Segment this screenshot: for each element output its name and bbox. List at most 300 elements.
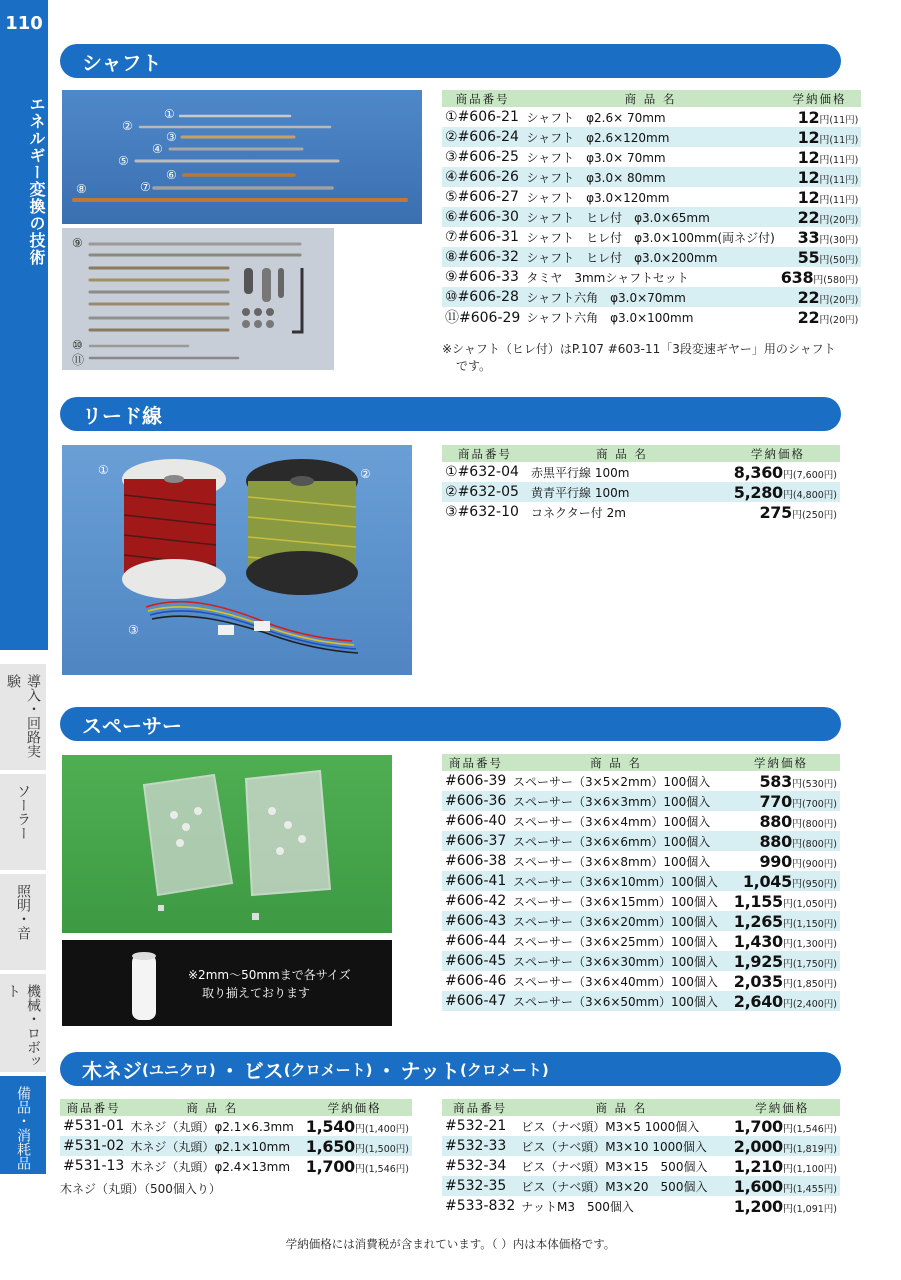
table-row [442, 462, 840, 482]
item-number: ⑧ [445, 249, 458, 265]
table-row [442, 287, 861, 307]
shaft-photo-label: ② [122, 119, 133, 133]
product-code-cell [442, 791, 510, 811]
product-code: #606-30 [457, 209, 519, 225]
item-number: ③ [445, 504, 458, 520]
table-row [442, 831, 840, 851]
price-base: (7,600円) [792, 469, 837, 481]
price-cell [778, 207, 862, 227]
price-cell [716, 502, 840, 522]
col-name: 商 品 名 [523, 90, 777, 107]
price-base: (1,750円) [792, 958, 837, 970]
product-code-cell [60, 1156, 127, 1176]
product-name: 木ネジ（丸頭）φ2.1×6.3mm [130, 1119, 294, 1134]
product-code: #533-832 [445, 1198, 516, 1214]
product-name: スペーサー（3×6×30mm）100個入 [510, 951, 722, 971]
tab-solar[interactable] [0, 772, 46, 870]
price-value: 1,265 [733, 911, 783, 931]
tab-machine-label: 機械・ロボット [5, 984, 41, 1068]
table-row [442, 207, 861, 227]
product-code: #606-45 [445, 953, 507, 969]
price-base: (11円) [829, 154, 859, 166]
product-name: 赤黒平行線 100m [531, 465, 630, 480]
price-base: (1,091円) [792, 1203, 837, 1215]
table-row [442, 247, 861, 267]
price-value: 33 [797, 227, 820, 247]
spacer-caption-line2: 取り揃えております [202, 986, 311, 1000]
price-cell [725, 1156, 840, 1176]
price-value: 12 [797, 147, 820, 167]
product-name: シャフト ヒレ付 φ3.0×200mm [523, 247, 777, 267]
section-title-lead: リード線 [82, 403, 162, 428]
shaft-photo-label: ④ [152, 142, 163, 156]
col-name: 商 品 名 [127, 1099, 297, 1116]
price-value: 1,210 [733, 1156, 783, 1176]
price-cell [297, 1156, 412, 1176]
item-number: ⑥ [445, 209, 458, 225]
price-base: (1,300円) [792, 938, 837, 950]
wood-screw-price-table [60, 1099, 412, 1176]
product-name: ビス（ナベ頭）M3×15 500個入 [521, 1159, 708, 1174]
price-base: (800円) [801, 818, 837, 830]
shaft-photo-label: ⑨ [72, 236, 83, 250]
product-code-cell [442, 1116, 518, 1136]
shaft-photo-top [62, 90, 422, 224]
shaft-photo-label: ⑩ [72, 338, 83, 352]
screw-title-bis-sub: (クロメート) [283, 1060, 373, 1079]
product-code-cell [442, 1156, 518, 1176]
item-number: ⑪ [445, 310, 459, 326]
product-code-cell [442, 207, 523, 227]
price-value: 880 [759, 831, 792, 851]
tab-supplies-label: 備品・消耗品 [15, 1086, 31, 1170]
item-number: ⑨ [445, 269, 458, 285]
screw-title-sep: ・ [219, 1058, 240, 1083]
chapter-label: エネルギー変換の技術 [27, 96, 46, 266]
tab-lighting[interactable] [0, 872, 46, 970]
product-code-cell [442, 1196, 518, 1216]
section-title-spacer: スペーサー [82, 713, 182, 738]
price-value: 638 [780, 267, 814, 287]
shaft-note-line1: ※シャフト（ヒレ付）はP.107 #603-11「3段変速ギヤー」用のシャフト [442, 342, 836, 356]
price-yen: 円 [782, 918, 793, 930]
product-name: スペーサー（3×6×3mm）100個入 [510, 791, 722, 811]
price-base: (1,150円) [792, 918, 837, 930]
footer-note: 学納価格には消費税が含まれています。（ ）内は本体価格です。 [285, 1237, 616, 1251]
screw-title-wood: 木ネジ [82, 1058, 142, 1083]
shaft-photo-label: ⑤ [118, 154, 129, 168]
price-cell [725, 1116, 840, 1136]
price-base: (1,819円) [792, 1143, 837, 1155]
table-row [442, 107, 861, 127]
product-code: #606-32 [457, 249, 519, 265]
price-base: (530円) [801, 778, 837, 790]
col-price: 学納価格 [778, 90, 862, 107]
item-number: ③ [445, 149, 458, 165]
price-yen: 円 [354, 1143, 365, 1155]
lead-photo-label: ② [360, 467, 371, 481]
price-yen: 円 [782, 1143, 793, 1155]
price-value: 990 [759, 851, 792, 871]
product-name: ナットM3 500個入 [521, 1199, 634, 1214]
col-code: 商品番号 [442, 90, 523, 107]
product-name: シャフト φ3.0× 70mm [526, 150, 666, 165]
price-value: 1,925 [733, 951, 783, 971]
price-yen: 円 [819, 154, 830, 166]
shaft-photo-set [62, 228, 334, 370]
price-value: 770 [759, 791, 792, 811]
product-code-cell [442, 891, 510, 911]
table-row [60, 1136, 412, 1156]
product-code-cell [442, 831, 510, 851]
table-row [442, 891, 840, 911]
tab-supplies[interactable] [0, 1074, 46, 1174]
product-code: #532-34 [445, 1158, 507, 1174]
price-yen: 円 [819, 254, 830, 266]
price-cell [722, 991, 840, 1011]
col-price: 学納価格 [716, 445, 840, 462]
price-cell [778, 307, 862, 327]
price-value: 1,045 [742, 871, 792, 891]
price-cell [778, 247, 862, 267]
screw-title-nut-sub: (クロメート) [460, 1060, 549, 1079]
product-code: #606-38 [445, 853, 507, 869]
price-yen: 円 [819, 114, 830, 126]
product-code-cell [442, 167, 523, 187]
col-code: 商品番号 [442, 1099, 518, 1116]
col-code: 商品番号 [60, 1099, 127, 1116]
price-base: (1,546円) [364, 1163, 409, 1175]
price-yen: 円 [354, 1123, 365, 1135]
product-code-cell [442, 187, 523, 207]
col-code: 商品番号 [442, 754, 510, 771]
price-yen: 円 [819, 214, 830, 226]
price-yen: 円 [813, 274, 824, 286]
product-code-cell [442, 462, 528, 482]
price-yen: 円 [791, 838, 802, 850]
col-price: 学納価格 [297, 1099, 412, 1116]
product-code: #606-40 [445, 813, 507, 829]
lead-photo [62, 445, 412, 675]
price-cell [722, 771, 840, 791]
tab-intro[interactable] [0, 662, 46, 770]
price-base: (1,100円) [792, 1163, 837, 1175]
product-name: スペーサー（3×6×6mm）100個入 [510, 831, 722, 851]
price-cell [722, 971, 840, 991]
price-yen: 円 [782, 1183, 793, 1195]
tab-lighting-label: 照明・音 [15, 884, 31, 940]
table-row [442, 1176, 840, 1196]
price-yen: 円 [791, 509, 802, 521]
item-number: ① [445, 109, 458, 125]
table-row [442, 1116, 840, 1136]
table-row [60, 1116, 412, 1136]
price-yen: 円 [782, 898, 793, 910]
product-name: スペーサー（3×5×2mm）100個入 [513, 774, 711, 789]
price-base: (900円) [801, 858, 837, 870]
product-code: #606-39 [445, 773, 507, 789]
price-cell [297, 1116, 412, 1136]
screw-title-wood-sub: (ユニクロ) [142, 1060, 216, 1079]
price-cell [722, 931, 840, 951]
price-yen: 円 [782, 978, 793, 990]
product-name: シャフト φ2.6×120mm [523, 127, 777, 147]
price-base: (20円) [829, 314, 859, 326]
product-name: スペーサー（3×6×20mm）100個入 [510, 911, 722, 931]
product-code-cell [442, 951, 510, 971]
price-cell [716, 462, 840, 482]
product-code: #606-46 [445, 973, 507, 989]
lead-price-table [442, 445, 840, 522]
product-code: #606-25 [457, 149, 519, 165]
price-base: (1,050円) [792, 898, 837, 910]
product-code-cell [442, 911, 510, 931]
spacer-photo [62, 755, 392, 933]
price-value: 1,430 [733, 931, 783, 951]
price-base: (1,455円) [792, 1183, 837, 1195]
price-base: (580円) [823, 274, 859, 286]
table-row [442, 502, 840, 522]
lead-photo-label: ③ [128, 623, 139, 637]
product-code-cell [442, 771, 510, 791]
price-yen: 円 [782, 1203, 793, 1215]
product-code: #606-36 [445, 793, 507, 809]
spacer-caption-line1: ※2mm〜50mmまで各サイズ [188, 968, 351, 982]
price-cell [778, 107, 862, 127]
price-base: (11円) [829, 114, 859, 126]
price-base: (1,546円) [792, 1123, 837, 1135]
table-row [442, 307, 861, 327]
product-code: #606-44 [445, 933, 507, 949]
product-code: #606-41 [445, 873, 507, 889]
product-code-cell [60, 1116, 127, 1136]
price-base: (950円) [801, 878, 837, 890]
col-name: 商 品 名 [510, 754, 722, 771]
product-name: シャフト φ3.0×120mm [526, 190, 670, 205]
product-code: #531-13 [63, 1158, 125, 1174]
product-code: #606-27 [457, 189, 519, 205]
table-row [60, 1156, 412, 1176]
price-cell [722, 951, 840, 971]
col-price: 学納価格 [725, 1099, 840, 1116]
price-base: (4,800円) [792, 489, 837, 501]
price-yen: 円 [819, 234, 830, 246]
tab-solar-label: ソーラー [15, 784, 31, 840]
product-code: #606-33 [457, 269, 519, 285]
price-value: 2,035 [733, 971, 783, 991]
product-code: #606-42 [445, 893, 507, 909]
product-code: #532-21 [445, 1118, 507, 1134]
price-value: 1,200 [733, 1196, 783, 1216]
page-number: 110 [0, 0, 48, 46]
screw-title-bis: ビス [243, 1058, 284, 1083]
shaft-note-line2: です。 [456, 359, 492, 373]
section-header-screw [60, 1052, 841, 1086]
product-name: シャフト ヒレ付 φ3.0×100mm(両ネジ付) [526, 230, 775, 245]
price-value: 12 [797, 187, 820, 207]
price-cell [778, 147, 862, 167]
product-name: スペーサー（3×6×50mm）100個入 [510, 991, 722, 1011]
price-value: 55 [797, 247, 820, 267]
price-cell [722, 871, 840, 891]
product-name: 黄青平行線 100m [528, 482, 716, 502]
price-base: (11円) [829, 134, 859, 146]
item-number: ⑦ [445, 229, 458, 245]
price-yen: 円 [791, 858, 802, 870]
product-name: 木ネジ（丸頭）φ2.4×13mm [130, 1159, 291, 1174]
bis-nut-price-table [442, 1099, 840, 1216]
product-code-cell [442, 107, 523, 127]
table-row [442, 791, 840, 811]
shaft-photo-label: ⑥ [166, 168, 177, 182]
product-name: ビス（ナベ頭）M3×20 500個入 [518, 1176, 724, 1196]
product-code-cell [442, 811, 510, 831]
price-cell [722, 791, 840, 811]
shaft-set-illustration [62, 228, 334, 370]
product-name: ビス（ナベ頭）M3×5 1000個入 [521, 1119, 700, 1134]
table-row [442, 871, 840, 891]
product-name: スペーサー（3×6×4mm）100個入 [513, 814, 711, 829]
product-name: スペーサー（3×6×8mm）100個入 [513, 854, 711, 869]
price-yen: 円 [819, 194, 830, 206]
product-code: #606-31 [457, 229, 519, 245]
price-value: 12 [797, 167, 820, 187]
product-code: #632-10 [457, 504, 519, 520]
shaft-photo-label: ⑦ [140, 180, 151, 194]
product-code-cell [442, 871, 510, 891]
table-row [442, 811, 840, 831]
price-value: 1,540 [305, 1116, 355, 1136]
product-name: スペーサー（3×6×15mm）100個入 [513, 894, 718, 909]
price-base: (20円) [829, 214, 859, 226]
table-row [442, 127, 861, 147]
wood-screw-note: 木ネジ（丸頭）（500個入り） [60, 1182, 221, 1196]
product-code: #606-24 [457, 129, 519, 145]
table-row [442, 267, 861, 287]
product-name: シャフト六角 φ3.0×100mm [526, 310, 694, 325]
price-cell [778, 167, 862, 187]
price-value: 22 [797, 307, 820, 327]
price-yen: 円 [782, 998, 793, 1010]
price-base: (30円) [829, 234, 859, 246]
product-name: 木ネジ（丸頭）φ2.1×10mm [127, 1136, 297, 1156]
product-name: シャフト ヒレ付 φ3.0×65mm [523, 207, 777, 227]
price-base: (11円) [829, 174, 859, 186]
product-code-cell [442, 502, 528, 522]
price-yen: 円 [782, 1123, 793, 1135]
price-value: 8,360 [733, 462, 783, 482]
product-code: #606-43 [445, 913, 507, 929]
product-name: シャフト φ3.0× 80mm [523, 167, 777, 187]
price-value: 5,280 [733, 482, 783, 502]
price-base: (1,500円) [364, 1143, 409, 1155]
product-name: シャフト六角 φ3.0×70mm [523, 287, 777, 307]
product-code-cell [442, 127, 523, 147]
product-code: #632-05 [457, 484, 519, 500]
shaft-note [442, 341, 842, 375]
price-base: (1,850円) [792, 978, 837, 990]
price-yen: 円 [782, 958, 793, 970]
price-yen: 円 [354, 1163, 365, 1175]
item-number: ② [445, 129, 458, 145]
price-value: 1,650 [305, 1136, 355, 1156]
tab-intro-label: 導入・回路実験 [5, 674, 41, 758]
product-code-cell [442, 851, 510, 871]
section-header-lead [60, 397, 841, 431]
price-base: (50円) [829, 254, 859, 266]
price-cell [778, 187, 862, 207]
screw-title-nut: ナット [400, 1058, 461, 1083]
product-name: シャフト φ2.6× 70mm [526, 110, 666, 125]
product-code: #531-01 [63, 1118, 125, 1134]
price-cell [778, 227, 862, 247]
product-code-cell [442, 247, 523, 267]
spacer-bags-illustration [62, 755, 392, 933]
product-code: #606-28 [457, 289, 519, 305]
product-code-cell [442, 991, 510, 1011]
product-code: #606-26 [457, 169, 519, 185]
price-cell [722, 831, 840, 851]
table-row [442, 991, 840, 1011]
product-code: #606-21 [457, 109, 519, 125]
price-value: 1,700 [733, 1116, 783, 1136]
price-value: 1,700 [305, 1156, 355, 1176]
product-code-cell [442, 227, 523, 247]
product-code: #532-35 [445, 1178, 507, 1194]
spacer-photo-closeup [62, 940, 392, 1026]
product-name: ビス（ナベ頭）M3×10 1000個入 [518, 1136, 724, 1156]
product-code-cell [442, 482, 528, 502]
product-name: コネクター付 2m [531, 505, 626, 520]
spacer-photo-caption [188, 966, 351, 1002]
price-yen: 円 [782, 1163, 793, 1175]
product-code-cell [442, 971, 510, 991]
table-row [442, 951, 840, 971]
table-row [442, 851, 840, 871]
price-base: (20円) [829, 294, 859, 306]
price-cell [778, 287, 862, 307]
shaft-photo-label: ⑪ [72, 353, 85, 367]
product-code-cell [442, 287, 523, 307]
product-code: #532-33 [445, 1138, 507, 1154]
col-price: 学納価格 [722, 754, 840, 771]
price-value: 1,600 [733, 1176, 783, 1196]
col-name: 商 品 名 [528, 445, 716, 462]
spacer-price-table [442, 754, 840, 1011]
product-code: #606-37 [445, 833, 507, 849]
price-yen: 円 [782, 938, 793, 950]
price-cell [778, 127, 862, 147]
shaft-photo-label: ③ [166, 130, 177, 144]
product-code-cell [60, 1136, 127, 1156]
item-number: ⑩ [445, 289, 458, 305]
shaft-price-table [442, 90, 861, 327]
product-code-cell [442, 1176, 518, 1196]
price-cell [297, 1136, 412, 1156]
product-code: #632-04 [457, 464, 519, 480]
price-yen: 円 [819, 314, 830, 326]
col-name: 商 品 名 [518, 1099, 724, 1116]
price-yen: 円 [819, 174, 830, 186]
table-row [442, 771, 840, 791]
price-value: 1,155 [733, 891, 783, 911]
tab-machine[interactable] [0, 972, 46, 1072]
price-yen: 円 [819, 134, 830, 146]
product-code-cell [442, 931, 510, 951]
price-yen: 円 [782, 469, 793, 481]
section-header-shaft [60, 44, 841, 78]
price-base: (250円) [801, 509, 837, 521]
